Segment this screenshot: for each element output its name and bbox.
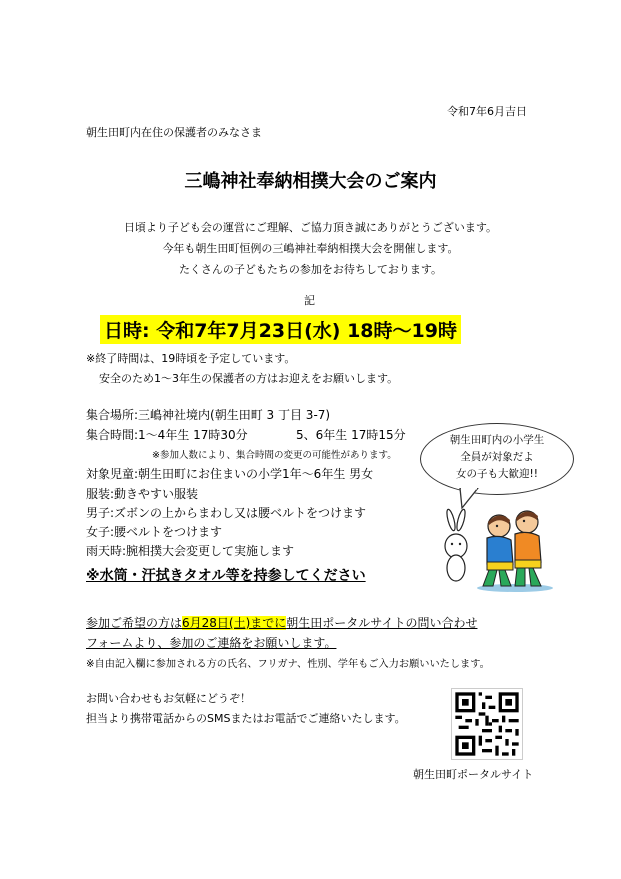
contact-line-2: 担当より携帯電話からのSMSまたはお電話でご連絡いたします。: [86, 712, 406, 725]
meeting-time-upper: 5、6年生 17時15分: [296, 428, 406, 442]
meeting-time-lower: 集合時間:1～4年生 17時30分: [86, 428, 248, 442]
greeting-line: 今年も朝生田町恒例の三嶋神社奉納相撲大会を開催します。: [162, 242, 459, 255]
event-datetime: 日時: 令和7年7月23日(水) 18時～19時: [100, 315, 461, 344]
qr-label: 朝生田町ポータルサイト: [413, 768, 534, 781]
bring-items: ※水筒・汗拭きタオル等を持参してください: [86, 568, 366, 584]
meeting-place: 集合場所:三嶋神社境内(朝生田町 3 丁目 3-7): [86, 408, 331, 422]
end-time-note: ※終了時間は、19時頃を予定しています。: [86, 352, 296, 365]
greeting-line: 日頃より子ども会の運営にご理解、ご協力頂き誠にありがとうございます。: [123, 221, 498, 234]
girls-rule: 女子:腰ベルトをつけます: [86, 525, 223, 539]
meeting-time-note: ※参加人数により、集合時間の変更の可能性があります。: [152, 450, 397, 461]
page-title: 三嶋神社奉納相撲大会のご案内: [184, 171, 437, 192]
sumo-kids-illustration: [437, 506, 557, 594]
clothing: 服装:動きやすい服装: [86, 487, 199, 501]
apply-note: ※自由記入欄に参加される方の氏名、フリガナ、性別、学年もご入力お願いいたします。: [86, 659, 490, 670]
date-text: 令和7年6月吉日: [447, 105, 527, 118]
recipient-text: 朝生田町内在住の保護者のみなさま: [86, 126, 262, 139]
apply-pre: 参加ご希望の方は: [86, 616, 183, 630]
greeting: [0, 217, 621, 280]
bubble-line: 朝生田町内の小学生: [449, 434, 545, 446]
ki-label: 記: [304, 294, 315, 307]
contact-line-1: お問い合わせもお気軽にどうぞ！: [86, 692, 251, 705]
boys-rule: 男子:ズボンの上からまわし又は腰ベルトをつけます: [86, 506, 367, 520]
bubble-line: 全員が対象だよ: [460, 451, 534, 463]
apply-post: 朝生田ポータルサイトの問い合わせ: [286, 616, 478, 630]
bubble-line: 女の子も大歓迎!!: [456, 468, 538, 480]
apply-line-2: フォームより、参加のご連絡をお願いします。: [86, 636, 337, 650]
rain-plan: 雨天時:腕相撲大会変更して実施します: [86, 544, 295, 558]
qr-code-icon: [452, 689, 522, 759]
qr-code[interactable]: [451, 688, 523, 760]
target-children: 対象児童:朝生田町にお住まいの小学1年～6年生 男女: [86, 467, 374, 481]
greeting-line: たくさんの子どもたちの参加をお待ちしております。: [178, 263, 443, 276]
pickup-note: 安全のため1～3年生の保護者の方はお迎えをお願いします。: [99, 372, 399, 385]
apply-line-1: [86, 614, 477, 631]
speech-bubble: [420, 423, 574, 495]
apply-deadline: 6月28日(土)までに: [182, 616, 287, 630]
